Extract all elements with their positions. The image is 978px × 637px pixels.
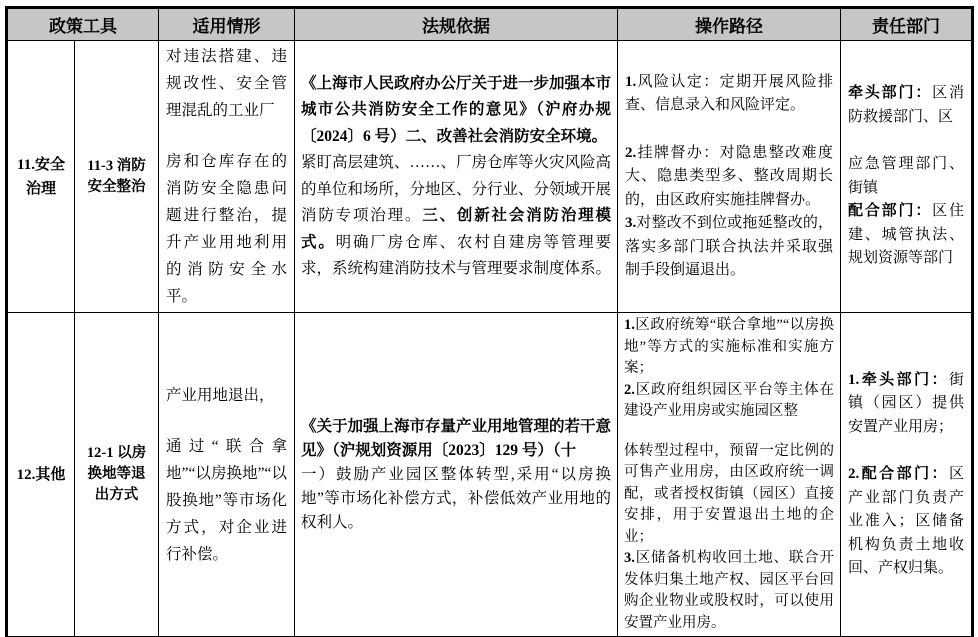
paragraph: 体转型过程中，预留一定比例的可售产业用房，由区政府统一调配，或者授权街镇（园区）直接安排，用于安置退出土地的企业； bbox=[624, 442, 834, 545]
header-cell-situation: 适用情形 bbox=[159, 8, 295, 41]
paragraph: 2.区政府组织园区平台等主体在建设产业用房或实施园区整 bbox=[624, 381, 834, 419]
header-cell-departments: 责任部门 bbox=[841, 8, 973, 41]
paragraph: 紧盯高层建筑、……、厂房仓库等火灾风险高的单位和场所，分地区、分行业、分领域开展消防专项治理。三、创新社会消防治理模式。明确厂房仓库、农村自建房等管理要求，系统构建消防技术与管理要求制度体系。 bbox=[301, 154, 612, 277]
paragraph: 1.牵头部门：街镇（园区）提供安置产业用房； bbox=[848, 371, 964, 435]
paragraph: 《上海市人民政府办公厅关于进一步加强本市城市公共消防安全工作的意见》（沪府办规〔2024〕6 号）二、改善社会消防安全环境。 bbox=[301, 74, 612, 145]
cell-tool-item: 12-1 以房换地等退出方式 bbox=[75, 313, 159, 637]
cell-situation bbox=[159, 313, 295, 637]
paragraph: 应急管理部门、街镇 bbox=[848, 156, 964, 196]
paragraph: 一）鼓励产业园区整体转型,采用“以房换地”等市场化补偿方式，补偿低效产业用地的权利人。 bbox=[301, 465, 611, 531]
paragraph: 1.风险认定：定期开展风险排查、信息录入和风险评定。 bbox=[625, 73, 833, 113]
paragraph: 3.区储备机构收回土地、联合开发体归集土地产权、园区平台回购企业物业或股权时，可以使用安置产业用房。 bbox=[624, 550, 834, 631]
cell-situation bbox=[159, 41, 295, 313]
header-cell-policy-tool: 政策工具 bbox=[7, 8, 159, 41]
cell-operation-path bbox=[618, 41, 841, 313]
cell-category: 11.安全治理 bbox=[7, 41, 75, 313]
paragraph: 通过“联合拿地”“以房换地”“以股换地”等市场化方式，对企业进行补偿。 bbox=[166, 437, 287, 563]
paragraph: 3.对整改不到位或拖延整改的，落实多部门联合执法并采取强制手段倒逼退出。 bbox=[625, 215, 833, 278]
cell-legal-basis bbox=[295, 313, 618, 637]
paragraph: 1.区政府统筹“联合拿地”“以房换地”等方式的实施标准和实施方案； bbox=[624, 317, 834, 376]
paragraph: 牵头部门：区消防救援部门、区 bbox=[848, 85, 964, 125]
header-cell-legal-basis: 法规依据 bbox=[295, 8, 618, 41]
table-row-safety-governance bbox=[7, 41, 973, 313]
cell-operation-path bbox=[618, 313, 841, 637]
paragraph: 2.配合部门：区产业部门负责产业准入；区储备机构负责土地收回、产权归集。 bbox=[848, 466, 964, 576]
paragraph: 2.挂牌督办：对隐患整改难度大、隐患类型多、整改周期长的，由区政府实施挂牌督办。 bbox=[625, 144, 833, 208]
table-row-other bbox=[7, 313, 973, 637]
paragraph: 产业用地退出， bbox=[166, 386, 275, 404]
paragraph: 房和仓库存在的消防安全隐患问题进行整治，提升产业用地利用的消防安全水平。 bbox=[166, 153, 287, 305]
cell-departments bbox=[841, 313, 973, 637]
cell-tool-item: 11-3 消防安全整治 bbox=[75, 41, 159, 313]
paragraph: 配合部门：区住建、城管执法、规划资源等部门 bbox=[848, 203, 964, 267]
header-cell-operation-path: 操作路径 bbox=[618, 8, 841, 41]
paragraph: 《关于加强上海市存量产业用地管理的若干意见》（沪规划资源用〔2023〕129 号）（十 bbox=[301, 417, 612, 459]
cell-legal-basis bbox=[295, 41, 618, 313]
paragraph: 对违法搭建、违规改性、安全管理混乱的工业厂 bbox=[166, 48, 287, 119]
cell-category: 12.其他 bbox=[7, 313, 75, 637]
cell-departments bbox=[841, 41, 973, 313]
policy-tools-table bbox=[5, 6, 974, 637]
table-header-row bbox=[7, 8, 973, 41]
